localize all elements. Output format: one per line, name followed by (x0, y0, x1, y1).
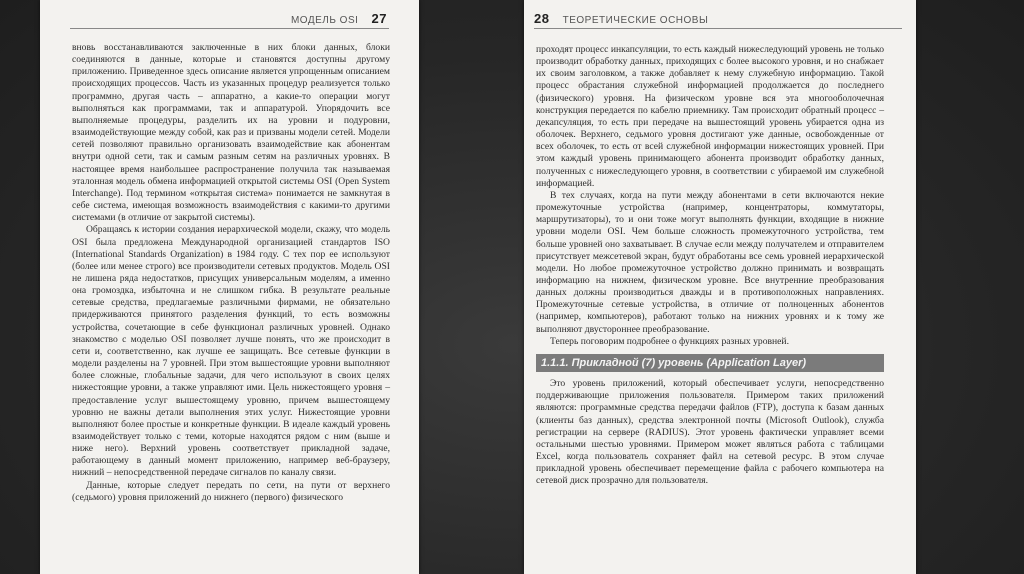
header-rule (534, 28, 902, 29)
section-heading: 1.1.1. Прикладной (7) уровень (Application Layer) (536, 354, 884, 372)
paragraph: Обращаясь к истории создания иерархической модели, скажу, что модель OSI была предложена Международной организацией стандартов ISO (International Standards Organization) в 1984 году. С тех пор ее используют (более или менее строго) все производители сетевых продуктов. Модель OSI не лишена ряда недостатков, присущих универсальным моделям, а именно она громоздка, избыточна и не слишком гибка. В результате реальные сетевые средства, предлагаемые различными фирмами, не обязательно придерживаются принятого разделения функций, то есть возможны устройства, сочетающие в себе функционал различных уровней. Однако знакомство с моделью OSI позволяет лучше понять, что же происходит в сети и, соответственно, как лучше ее защищать. Все сетевые функции в модели разделены на 7 уровней. При этом вышестоящие уровни выполняют более сложные, глобальные задачи, для чего используют в своих целях нижестоящие уровни, а также управляют ими. Цель нижестоящего уровня – предоставление услуг вышестоящему уровню, причем вышестоящему уровню не важны детали выполнения этих услуг. Нижестоящие уровни выполняют более простые и конкретные функции. В идеале каждый уровень взаимодействует только с теми, которые находятся рядом с ним (выше и ниже него). Верхний уровень соответствует прикладной задаче, работающему в данный момент приложению, например веб-браузеру, нижний – непосредственной передаче сигналов по каналу связи. (72, 224, 390, 479)
header-title: МОДЕЛЬ OSI (290, 15, 359, 26)
paragraph: В тех случаях, когда на пути между абонентами в сети включаются некие промежуточные устройства (например, концентраторы, коммутаторы, маршрутизаторы), то и они тоже могут выполнять функции, входящие в нижние уровни модели OSI. Чем больше сложность промежуточного устройства, тем больше уровней оно захватывает. В случае если между получателем и отправителем присутствует межсетевой экран, будут обработаны все семь уровней иерархической модели. Но любое промежуточное устройство должно принимать и возвращать информацию на нижнем, физическом уровне. Все внутренние преобразования данных должны производиться дважды и в противоположных направлениях. Промежуточные сетевые устройства, в отличие от полноценных абонентов (например, компьютеров), работают только на нижних уровнях и к тому же выполняют двустороннее преобразование. (536, 189, 884, 335)
paragraph: вновь восстанавливаются заключенные в них блоки данных, блоки соединяются в данные, которые и становятся доступны другому приложению. Приведенное здесь описание является упрощенным описанием происходящих процессов. Часть из указанных процедур реализуется только программно, другая часть – аппаратно, а какие-то операции могут выполняться как программами, так и аппаратурой. Упорядочить все выполняемые процедуры, разделить их на уровни и подуровни, взаимодействующие между собой, как раз и призваны модели сетей. Модели сетей позволяют правильно организовать взаимодействие как абонентам внутри одной сети, так и самым разным сетям на различных уровнях. В настоящее время наибольшее распространение получила так называемая эталонная модель обмена информацией открытой системы OSI (Open System Interchange). Под термином «открытая система» понимается не замкнутая в себе система, имеющая возможность взаимодействия с какими-то другими системами (в отличие от закрытой системы). (72, 42, 390, 224)
paragraph: проходят процесс инкапсуляции, то есть каждый нижеследующий уровень не только производит обработку данных, приходящих с более высокого уровня, и но снабжает их своим заголовком, а также добавляет к нему служебную информацию. Такой процесс обрастания служебной информацией продолжается до последнего (физического) уровня. На физическом уровне вся эта многооболочечная конструкция передается по кабелю приемнику. Там происходит обратный процесс – декапсуляция, то есть при передаче на вышестоящий уровень убирается одна из оболочек. Верхнего, седьмого уровня достигают уже данные, освобожденные от всех оболочек, то есть от всей служебной информации нижестоящих уровней. При этом каждый уровень принимающего абонента производит обработку данных, полученных с нижеследующего уровня, в соответствии с убираемой им служебной информацией. (536, 44, 884, 189)
running-header (291, 11, 387, 29)
paragraph: Данные, которые следует передать по сети, на пути от верхнего (седьмого) уровня приложений до нижнего (первого) физического (72, 479, 390, 503)
right-book-page (524, 0, 916, 574)
paragraph: Теперь поговорим подробнее о функциях разных уровней. (550, 335, 789, 347)
body-text (72, 42, 390, 504)
header-title: ТЕОРЕТИЧЕСКИЕ ОСНОВЫ (562, 15, 709, 26)
page-number: 27 (371, 11, 387, 26)
body-text (536, 44, 884, 487)
left-book-page (40, 0, 419, 574)
running-header (534, 11, 708, 29)
header-rule (70, 28, 389, 29)
page-number: 28 (534, 11, 550, 26)
paragraph: Это уровень приложений, который обеспечивает услуги, непосредственно поддерживающие приложения пользователя. Примером таких приложений являются: программные средства передачи файлов (FTP), доступа к базам данных (клиенты баз данных), средства электронной почты (Microsoft Outlook), служба регистрации на сервере (RADIUS). Этот уровень фактически управляет всеми остальными шестью уровнями. Примером может являться работа с таблицами Excel, когда пользователь сохраняет файл на сетевой ресурс. В этом случае прикладной уровень обеспечивает перемещение файла с рабочего компьютера на сетевой диск прозрачно для пользователя. (536, 378, 884, 487)
